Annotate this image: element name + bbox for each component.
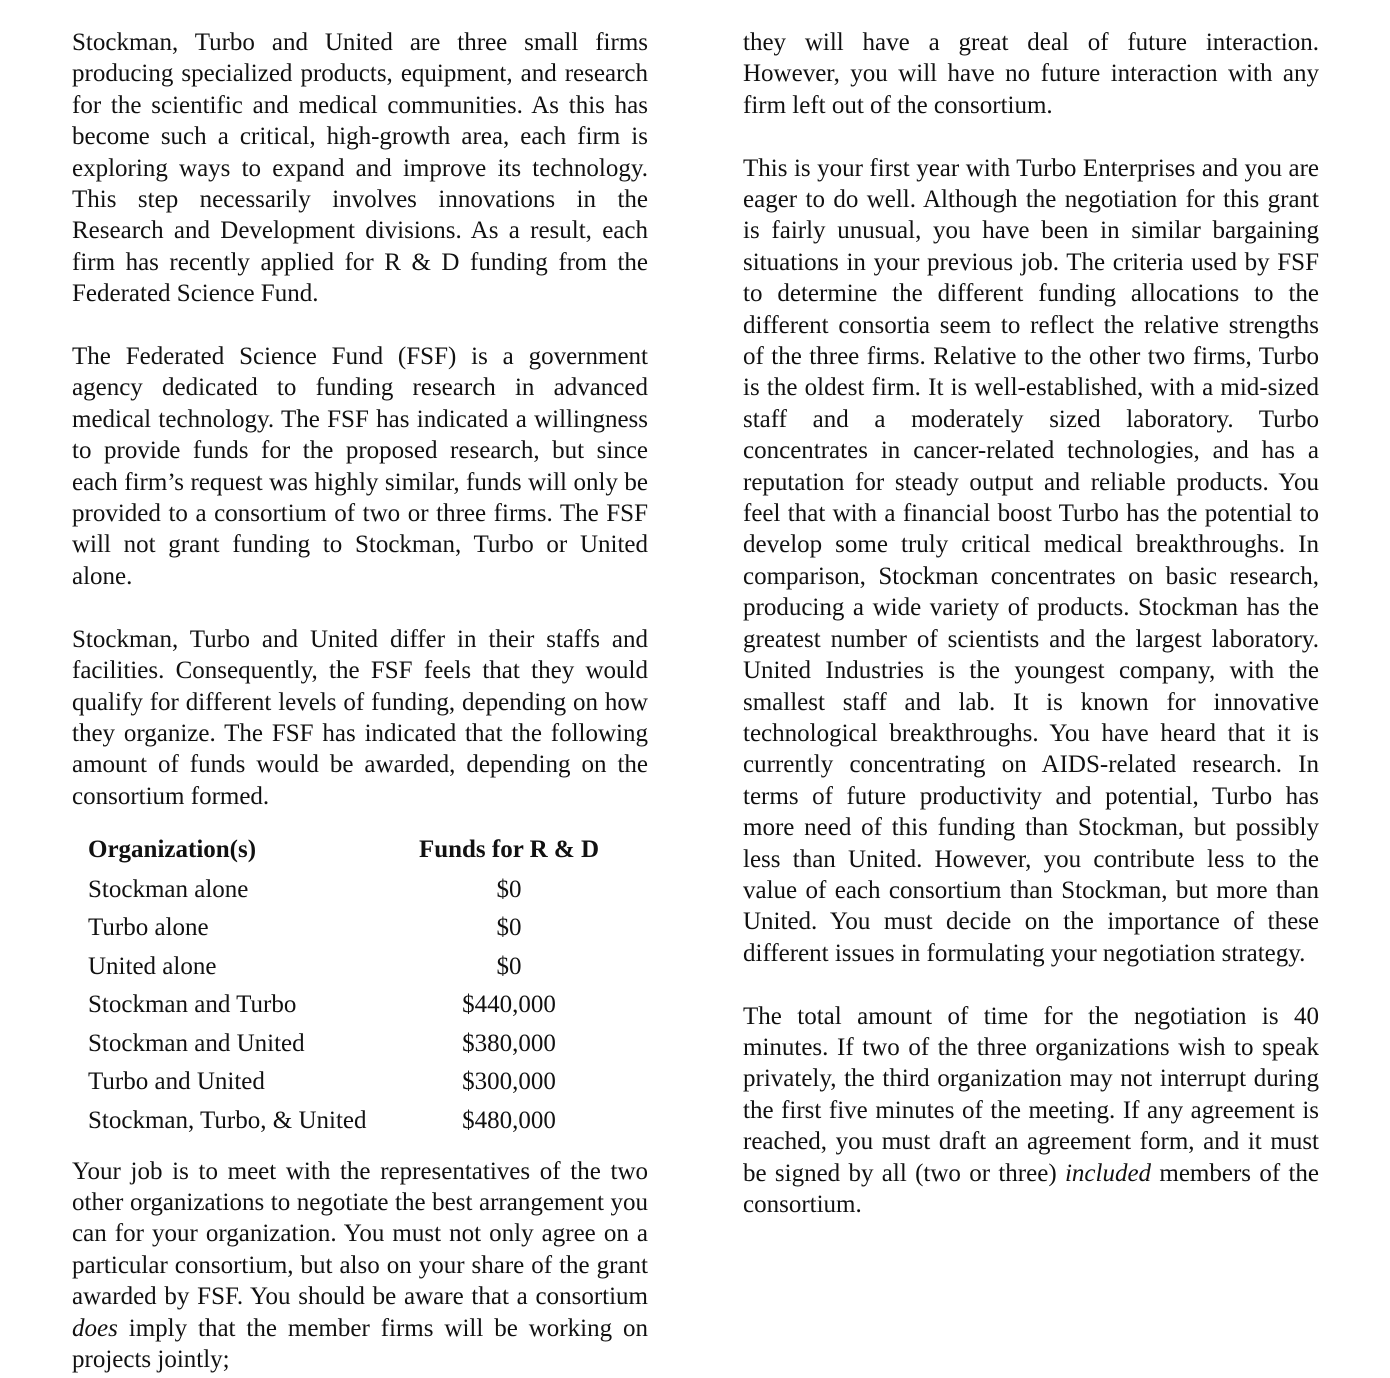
- left-column: [72, 27, 648, 1375]
- row-organization: Stockman alone: [88, 875, 249, 903]
- time-rules-text-a: The total amount of time for the negotiation is 40 minutes. If two of the three organizations wish to speak privately, the third organization may not interrupt during the first five minutes of the meeting. If any agreement is reached, you must draft an agreement form, and it must be signed by all (two or three): [743, 1002, 1319, 1187]
- row-funds: $0: [496, 914, 522, 942]
- intro-paragraph: Stockman, Turbo and United are three small firms producing specialized products, equipment, and research for the scientific and medical communities. As this has become such a critical, high-growth area, each firm is exploring ways to expand and improve its technology. This step necessarily involves innovations in the Research and Development divisions. As a result, each firm has recently applied for R & D funding from the Federated Science Fund.: [72, 29, 648, 308]
- header-organizations: Organization(s): [88, 836, 257, 864]
- your-job-emphasis: does: [72, 1314, 118, 1342]
- row-funds: $0: [496, 952, 522, 980]
- row-organization: Stockman, Turbo, & United: [88, 1106, 367, 1134]
- table-row: [88, 870, 606, 909]
- table-row: [88, 1024, 606, 1063]
- fsf-paragraph: The Federated Science Fund (FSF) is a government agency dedicated to funding research in advanced medical technology. The FSF has indicated a willingness to provide funds for the proposed research, but since each firm’s request was highly similar, funds will only be provided to a consortium of two or three firms. The FSF will not grant funding to Stockman, Turbo or United alone.: [72, 343, 648, 590]
- funding-levels-paragraph: Stockman, Turbo and United differ in their staffs and facilities. Consequently, the FSF feels that they would qualify for different levels of funding, depending on how they organize. The FSF has indicated that the following amount of funds would be awarded, depending on the consortium formed.: [72, 625, 648, 810]
- interaction-paragraph: they will have a great deal of future interaction. However, you will have no future interaction with any firm left out of the consortium.: [743, 29, 1319, 119]
- row-organization: Turbo and United: [88, 1068, 265, 1096]
- row-funds: $480,000: [462, 1106, 556, 1134]
- funding-table-header: [88, 830, 606, 870]
- row-funds: $380,000: [462, 1029, 556, 1057]
- table-row: [88, 909, 606, 948]
- row-organization: United alone: [88, 952, 217, 980]
- row-funds: $300,000: [462, 1068, 556, 1096]
- time-rules-emphasis: included: [1064, 1159, 1152, 1187]
- row-funds: $0: [496, 875, 522, 903]
- table-row: [88, 986, 606, 1025]
- row-organization: Turbo alone: [88, 914, 209, 942]
- your-job-text-a: Your job is to meet with the representatives of the two other organizations to negotiate the best arrangement you can for your organization. You must not only agree on a particular consortium, but also on your share of the grant awarded by FSF. You should be aware that a consortium: [72, 1157, 648, 1311]
- row-organization: Stockman and United: [88, 1029, 305, 1057]
- funding-table: [88, 830, 606, 1140]
- time-rules-text-b: members of the consortium.: [743, 1159, 1319, 1218]
- table-row: [88, 947, 606, 986]
- row-organization: Stockman and Turbo: [88, 991, 297, 1019]
- table-row: [88, 1063, 606, 1102]
- header-funds: Funds for R & D: [418, 836, 600, 864]
- your-job-text-b: imply that the member firms will be working on projects jointly;: [72, 1314, 648, 1374]
- table-row: [88, 1101, 606, 1140]
- right-column: [743, 27, 1319, 1220]
- time-rules-paragraph: [743, 1001, 1319, 1221]
- turbo-background-paragraph: This is your first year with Turbo Enterprises and you are eager to do well. Although the negotiation for this grant is fairly unusual, you have been in similar bargaining situations in your previous job. The criteria used by FSF to determine the different funding allocations to the different consortia seem to reflect the relative strengths of the three firms. Relative to the other two firms, Turbo is the oldest firm. It is well-established, with a mid-sized staff and a moderately sized laboratory. Turbo concentrates in cancer-related technologies, and has a reputation for steady output and reliable products. You feel that with a financial boost Turbo has the potential to develop some truly critical medical breakthroughs. In comparison, Stockman concentrates on basic research, producing a wide variety of products. Stockman has the greatest number of scientists and the largest laboratory. United Industries is the youngest company, with the smallest staff and lab. It is known for innovative technological breakthroughs. You have heard that it is currently concentrating on AIDS-related research. In terms of future productivity and potential, Turbo has more need of this funding than Stockman, but possibly less than United. However, you contribute less to the value of each consortium than Stockman, but more than United. You must decide on the importance of these different issues in formulating your negotiation strategy.: [743, 154, 1319, 967]
- row-funds: $440,000: [462, 991, 556, 1019]
- your-job-paragraph: [72, 1156, 648, 1376]
